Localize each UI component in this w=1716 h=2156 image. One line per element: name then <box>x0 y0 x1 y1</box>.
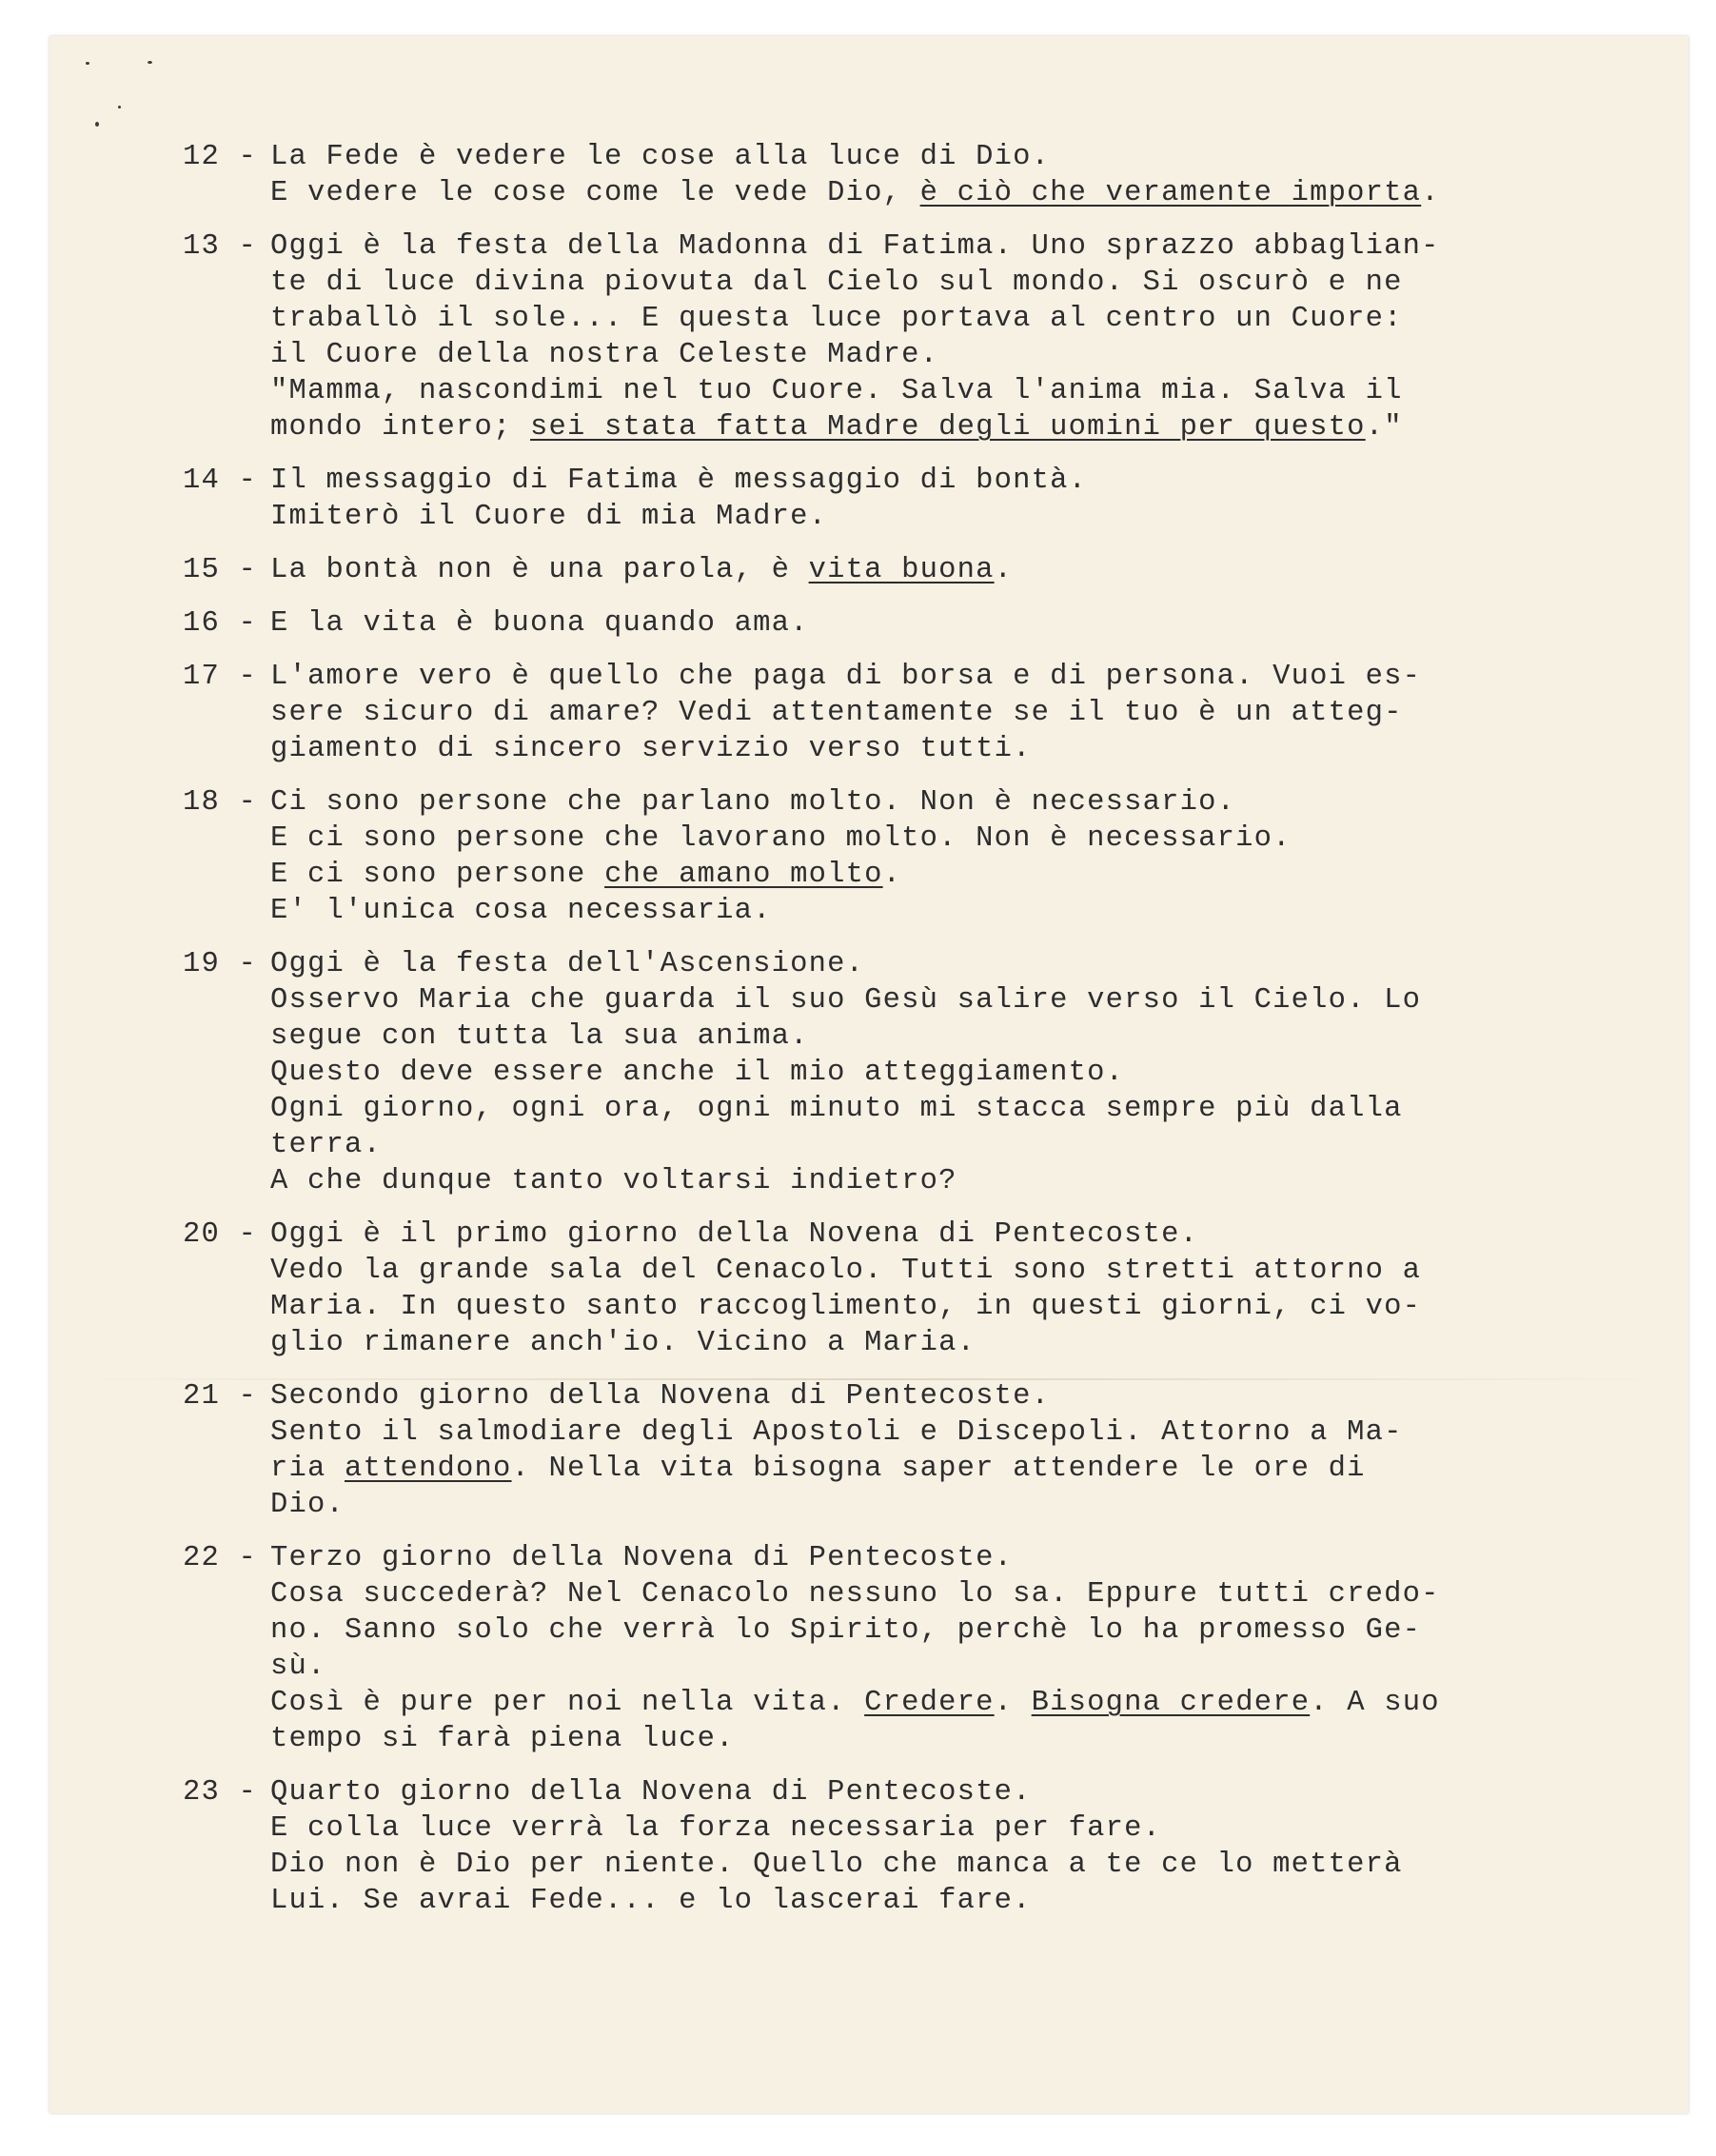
ink-speck <box>95 122 99 127</box>
text-segment: Osservo Maria che guarda il suo Gesù salire verso il Cielo. Lo <box>270 984 1422 1017</box>
text-segment: Lui. Se avrai Fede... e lo lascerai fare. <box>270 1885 1032 1917</box>
underlined-phrase: sei stata fatta Madre degli uomini per questo <box>530 411 1366 444</box>
text-line <box>270 1810 1629 1847</box>
entry-text <box>270 463 1629 535</box>
entry-text <box>270 139 1629 211</box>
text-segment: Dio non è Dio per niente. Quello che manca a te ce lo metterà <box>270 1849 1403 1881</box>
text-line <box>270 228 1629 265</box>
text-segment: terra. <box>270 1129 383 1161</box>
text-line <box>270 1019 1629 1055</box>
entry <box>183 605 1629 642</box>
text-segment: E ci sono persone <box>270 859 605 891</box>
text-segment: Oggi è la festa dell'Ascensione. <box>270 948 865 980</box>
text-line <box>270 893 1629 929</box>
text-segment: E la vita è buona quando ama. <box>270 607 809 640</box>
text-segment: Sento il salmodiare degli Apostoli e Discepoli. Attorno a Ma- <box>270 1416 1403 1449</box>
text-segment: Dio. <box>270 1489 345 1521</box>
text-line <box>270 1127 1629 1163</box>
text-segment: il Cuore della nostra Celeste Madre. <box>270 339 939 371</box>
text-segment: . <box>1421 177 1440 209</box>
text-line <box>270 821 1629 857</box>
text-segment: E' l'unica cosa necessaria. <box>270 895 772 927</box>
entry <box>183 463 1629 535</box>
text-segment: Vedo la grande sala del Cenacolo. Tutti sono stretti attorno a <box>270 1255 1422 1287</box>
text-line <box>270 1721 1629 1757</box>
text-line <box>270 1325 1629 1361</box>
text-segment: ria <box>270 1453 345 1485</box>
entry <box>183 659 1629 767</box>
text-line <box>270 1055 1629 1091</box>
entry-text <box>270 1540 1629 1757</box>
text-line <box>270 1091 1629 1127</box>
text-segment: Il messaggio di Fatima è messaggio di bontà. <box>270 465 1088 497</box>
text-line <box>270 1414 1629 1451</box>
text-line <box>270 1253 1629 1289</box>
ink-speck <box>86 62 89 65</box>
text-segment: giamento di sincero servizio verso tutti. <box>270 733 1032 765</box>
text-line <box>270 1576 1629 1612</box>
entry-number: 15 - <box>183 554 258 586</box>
text-line <box>270 301 1629 337</box>
entry-number: 23 - <box>183 1776 258 1809</box>
text-line <box>270 463 1629 499</box>
text-line <box>270 1774 1629 1810</box>
text-segment: Oggi è il primo giorno della Novena di Pentecoste. <box>270 1218 1199 1251</box>
text-segment: mondo intero; <box>270 411 531 444</box>
entry <box>183 784 1629 929</box>
text-segment: sere sicuro di amare? Vedi attentamente se il tuo è un atteg- <box>270 697 1403 729</box>
text-segment: Quarto giorno della Novena di Pentecoste. <box>270 1776 1032 1809</box>
text-line <box>270 946 1629 982</box>
entry <box>183 552 1629 588</box>
text-line <box>270 373 1629 409</box>
diary-entries <box>183 139 1629 1936</box>
text-line <box>270 139 1629 175</box>
text-line <box>270 659 1629 695</box>
text-line <box>270 1612 1629 1649</box>
text-segment: traballò il sole... E questa luce portava al centro un Cuore: <box>270 303 1403 335</box>
text-segment: segue con tutta la sua anima. <box>270 1020 809 1053</box>
text-line <box>270 1289 1629 1325</box>
entry-number: 12 - <box>183 141 258 173</box>
entry-number: 21 - <box>183 1380 258 1413</box>
entry-number: 13 - <box>183 230 258 263</box>
entry-number: 14 - <box>183 465 258 497</box>
entry <box>183 1216 1629 1361</box>
text-segment: te di luce divina piovuta dal Cielo sul mondo. Si oscurò e ne <box>270 267 1403 299</box>
underlined-phrase: vita buona <box>808 554 995 586</box>
underlined-phrase: che amano molto <box>604 859 883 891</box>
entry-number: 22 - <box>183 1542 258 1574</box>
entry <box>183 1378 1629 1523</box>
entry-number: 17 - <box>183 661 258 693</box>
text-line <box>270 1847 1629 1883</box>
text-line <box>270 1216 1629 1253</box>
text-line <box>270 695 1629 731</box>
text-segment: E ci sono persone che lavorano molto. Non è necessario. <box>270 822 1292 855</box>
entry-text <box>270 605 1629 642</box>
entry <box>183 139 1629 211</box>
text-line <box>270 552 1629 588</box>
text-line <box>270 1451 1629 1487</box>
text-segment: sù. <box>270 1651 326 1683</box>
text-segment: Secondo giorno della Novena di Pentecoste. <box>270 1380 1051 1413</box>
text-line <box>270 175 1629 211</box>
entry-number: 18 - <box>183 786 258 819</box>
underlined-phrase: Credere <box>864 1687 995 1719</box>
underlined-phrase: è ciò che veramente importa <box>919 177 1422 209</box>
text-segment: Così è pure per noi nella vita. <box>270 1687 865 1719</box>
text-segment: no. Sanno solo che verrà lo Spirito, perchè lo ha promesso Ge- <box>270 1614 1422 1647</box>
text-segment: Questo deve essere anche il mio atteggiamento. <box>270 1057 1125 1089</box>
text-segment: Ogni giorno, ogni ora, ogni minuto mi stacca sempre più dalla <box>270 1093 1403 1125</box>
entry <box>183 1540 1629 1757</box>
text-segment: . A suo <box>1310 1687 1440 1719</box>
text-segment: Imiterò il Cuore di mia Madre. <box>270 501 828 533</box>
text-line <box>270 409 1629 445</box>
text-line <box>270 265 1629 301</box>
entry-text <box>270 1216 1629 1361</box>
entry-number: 16 - <box>183 607 258 640</box>
text-segment: Maria. In questo santo raccoglimento, in questi giorni, ci vo- <box>270 1291 1422 1323</box>
text-segment: tempo si farà piena luce. <box>270 1723 735 1755</box>
entry <box>183 1774 1629 1919</box>
text-segment: Terzo giorno della Novena di Pentecoste. <box>270 1542 1014 1574</box>
typewritten-page <box>49 36 1688 2113</box>
text-line <box>270 857 1629 893</box>
text-line <box>270 731 1629 767</box>
ink-speck <box>118 106 121 109</box>
text-line <box>270 1883 1629 1919</box>
entry-text <box>270 228 1629 445</box>
entry <box>183 228 1629 445</box>
text-segment: Ci sono persone che parlano molto. Non è necessario. <box>270 786 1236 819</box>
entry-text <box>270 552 1629 588</box>
text-segment: L'amore vero è quello che paga di borsa e di persona. Vuoi es- <box>270 661 1422 693</box>
text-segment: . <box>994 554 1014 586</box>
text-segment: . <box>882 859 902 891</box>
text-line <box>270 784 1629 821</box>
text-segment: Cosa succederà? Nel Cenacolo nessuno lo sa. Eppure tutti credo- <box>270 1578 1440 1611</box>
entry-number: 20 - <box>183 1218 258 1251</box>
entry-text <box>270 1774 1629 1919</box>
text-line <box>270 605 1629 642</box>
text-segment: A che dunque tanto voltarsi indietro? <box>270 1165 957 1197</box>
entry-text <box>270 659 1629 767</box>
text-line <box>270 982 1629 1019</box>
text-segment: E vedere le cose come le vede Dio, <box>270 177 920 209</box>
text-line <box>270 1540 1629 1576</box>
text-segment: Oggi è la festa della Madonna di Fatima. Uno sprazzo abbaglian- <box>270 230 1440 263</box>
text-segment: . <box>994 1687 1032 1719</box>
text-segment: La bontà non è una parola, è <box>270 554 809 586</box>
text-line <box>270 1685 1629 1721</box>
text-segment: glio rimanere anch'io. Vicino a Maria. <box>270 1327 976 1359</box>
text-segment: "Mamma, nascondimi nel tuo Cuore. Salva l'anima mia. Salva il <box>270 375 1403 407</box>
underlined-phrase: Bisogna credere <box>1031 1687 1311 1719</box>
entry-text <box>270 1378 1629 1523</box>
text-line <box>270 337 1629 373</box>
underlined-phrase: attendono <box>345 1453 512 1485</box>
text-line <box>270 1163 1629 1199</box>
entry-text <box>270 784 1629 929</box>
text-segment: ." <box>1365 411 1403 444</box>
text-line <box>270 1378 1629 1414</box>
ink-speck <box>148 61 152 64</box>
entry-number: 19 - <box>183 948 258 980</box>
text-line <box>270 499 1629 535</box>
text-segment: La Fede è vedere le cose alla luce di Dio. <box>270 141 1051 173</box>
text-line <box>270 1649 1629 1685</box>
entry <box>183 946 1629 1199</box>
text-line <box>270 1487 1629 1523</box>
text-segment: E colla luce verrà la forza necessaria per fare. <box>270 1812 1162 1845</box>
text-segment: . Nella vita bisogna saper attendere le ore di <box>511 1453 1366 1485</box>
entry-text <box>270 946 1629 1199</box>
